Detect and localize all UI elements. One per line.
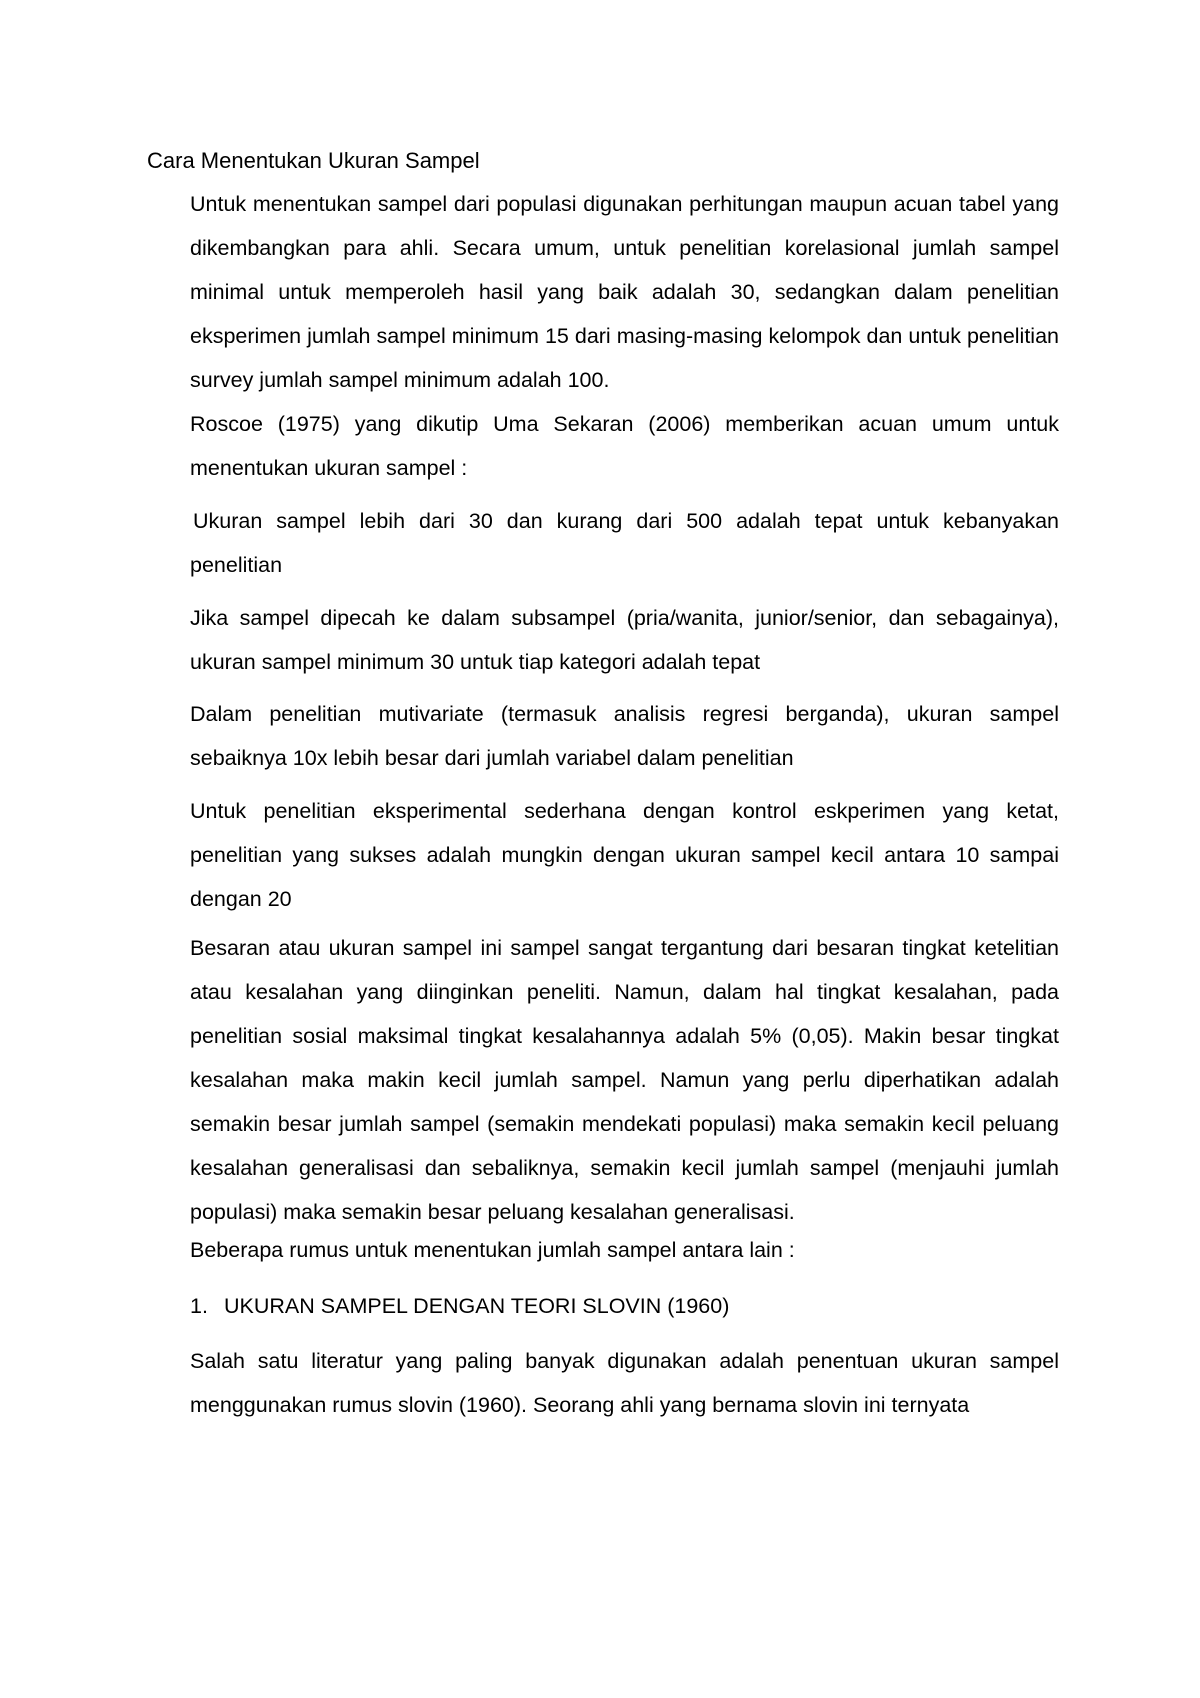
paragraph-rule-1: Ukuran sampel lebih dari 30 dan kurang dari 500 adalah tepat untuk kebanyakan penelitian (190, 509, 1059, 577)
paragraph-roscoe: Roscoe (1975) yang dikutip Uma Sekaran (2006) memberikan acuan umum untuk menentukan ukuran sampel : (190, 412, 1059, 480)
document-title: Cara Menentukan Ukuran Sampel (147, 148, 480, 173)
paragraph-error-level: Besaran atau ukuran sampel ini sampel sangat tergantung dari besaran tingkat ketelitian atau kesalahan yang diinginkan peneliti. Namun, dalam hal tingkat kesalahan, pada penelitian sosial maksimal tingkat kesalahannya adalah 5% (0,05). Makin besar tingkat kesalahan maka makin kecil jumlah sampel. Namun yang perlu diperhatikan adalah semakin besar jumlah sampel (semakin mendekati populasi) maka semakin kecil peluang kesalahan generalisasi dan sebaliknya, semakin kecil jumlah sampel (menjauhi jumlah populasi) maka semakin besar peluang kesalahan generalisasi. (190, 936, 1059, 1224)
paragraph-slovin: Salah satu literatur yang paling banyak digunakan adalah penentuan ukuran sampel menggunakan rumus slovin (1960). Seorang ahli yang bernama slovin ini ternyata (190, 1349, 1059, 1417)
paragraph-rule-3: Dalam penelitian mutivariate (termasuk analisis regresi berganda), ukuran sampel sebaiknya 10x lebih besar dari jumlah variabel dalam penelitian (190, 702, 1059, 770)
paragraph-intro: Untuk menentukan sampel dari populasi digunakan perhitungan maupun acuan tabel yang dikembangkan para ahli. Secara umum, untuk penelitian korelasional jumlah sampel minimal untuk memperoleh hasil yang baik adalah 30, sedangkan dalam penelitian eksperimen jumlah sampel minimum 15 dari masing-masing kelompok dan untuk penelitian survey jumlah sampel minimum adalah 100. (190, 192, 1059, 392)
section-heading-text: UKURAN SAMPEL DENGAN TEORI SLOVIN (1960) (224, 1294, 730, 1318)
paragraph-rule-2: Jika sampel dipecah ke dalam subsampel (pria/wanita, junior/senior, dan sebagainya), ukuran sampel minimum 30 untuk tiap kategori adalah tepat (190, 606, 1059, 674)
section-number: 1. (190, 1294, 208, 1318)
paragraph-formulas-intro: Beberapa rumus untuk menentukan jumlah sampel antara lain : (190, 1238, 795, 1262)
paragraph-rule-4: Untuk penelitian eksperimental sederhana dengan kontrol eskperimen yang ketat, penelitian yang sukses adalah mungkin dengan ukuran sampel kecil antara 10 sampai dengan 20 (190, 799, 1059, 911)
section-heading-slovin (190, 1284, 729, 1328)
